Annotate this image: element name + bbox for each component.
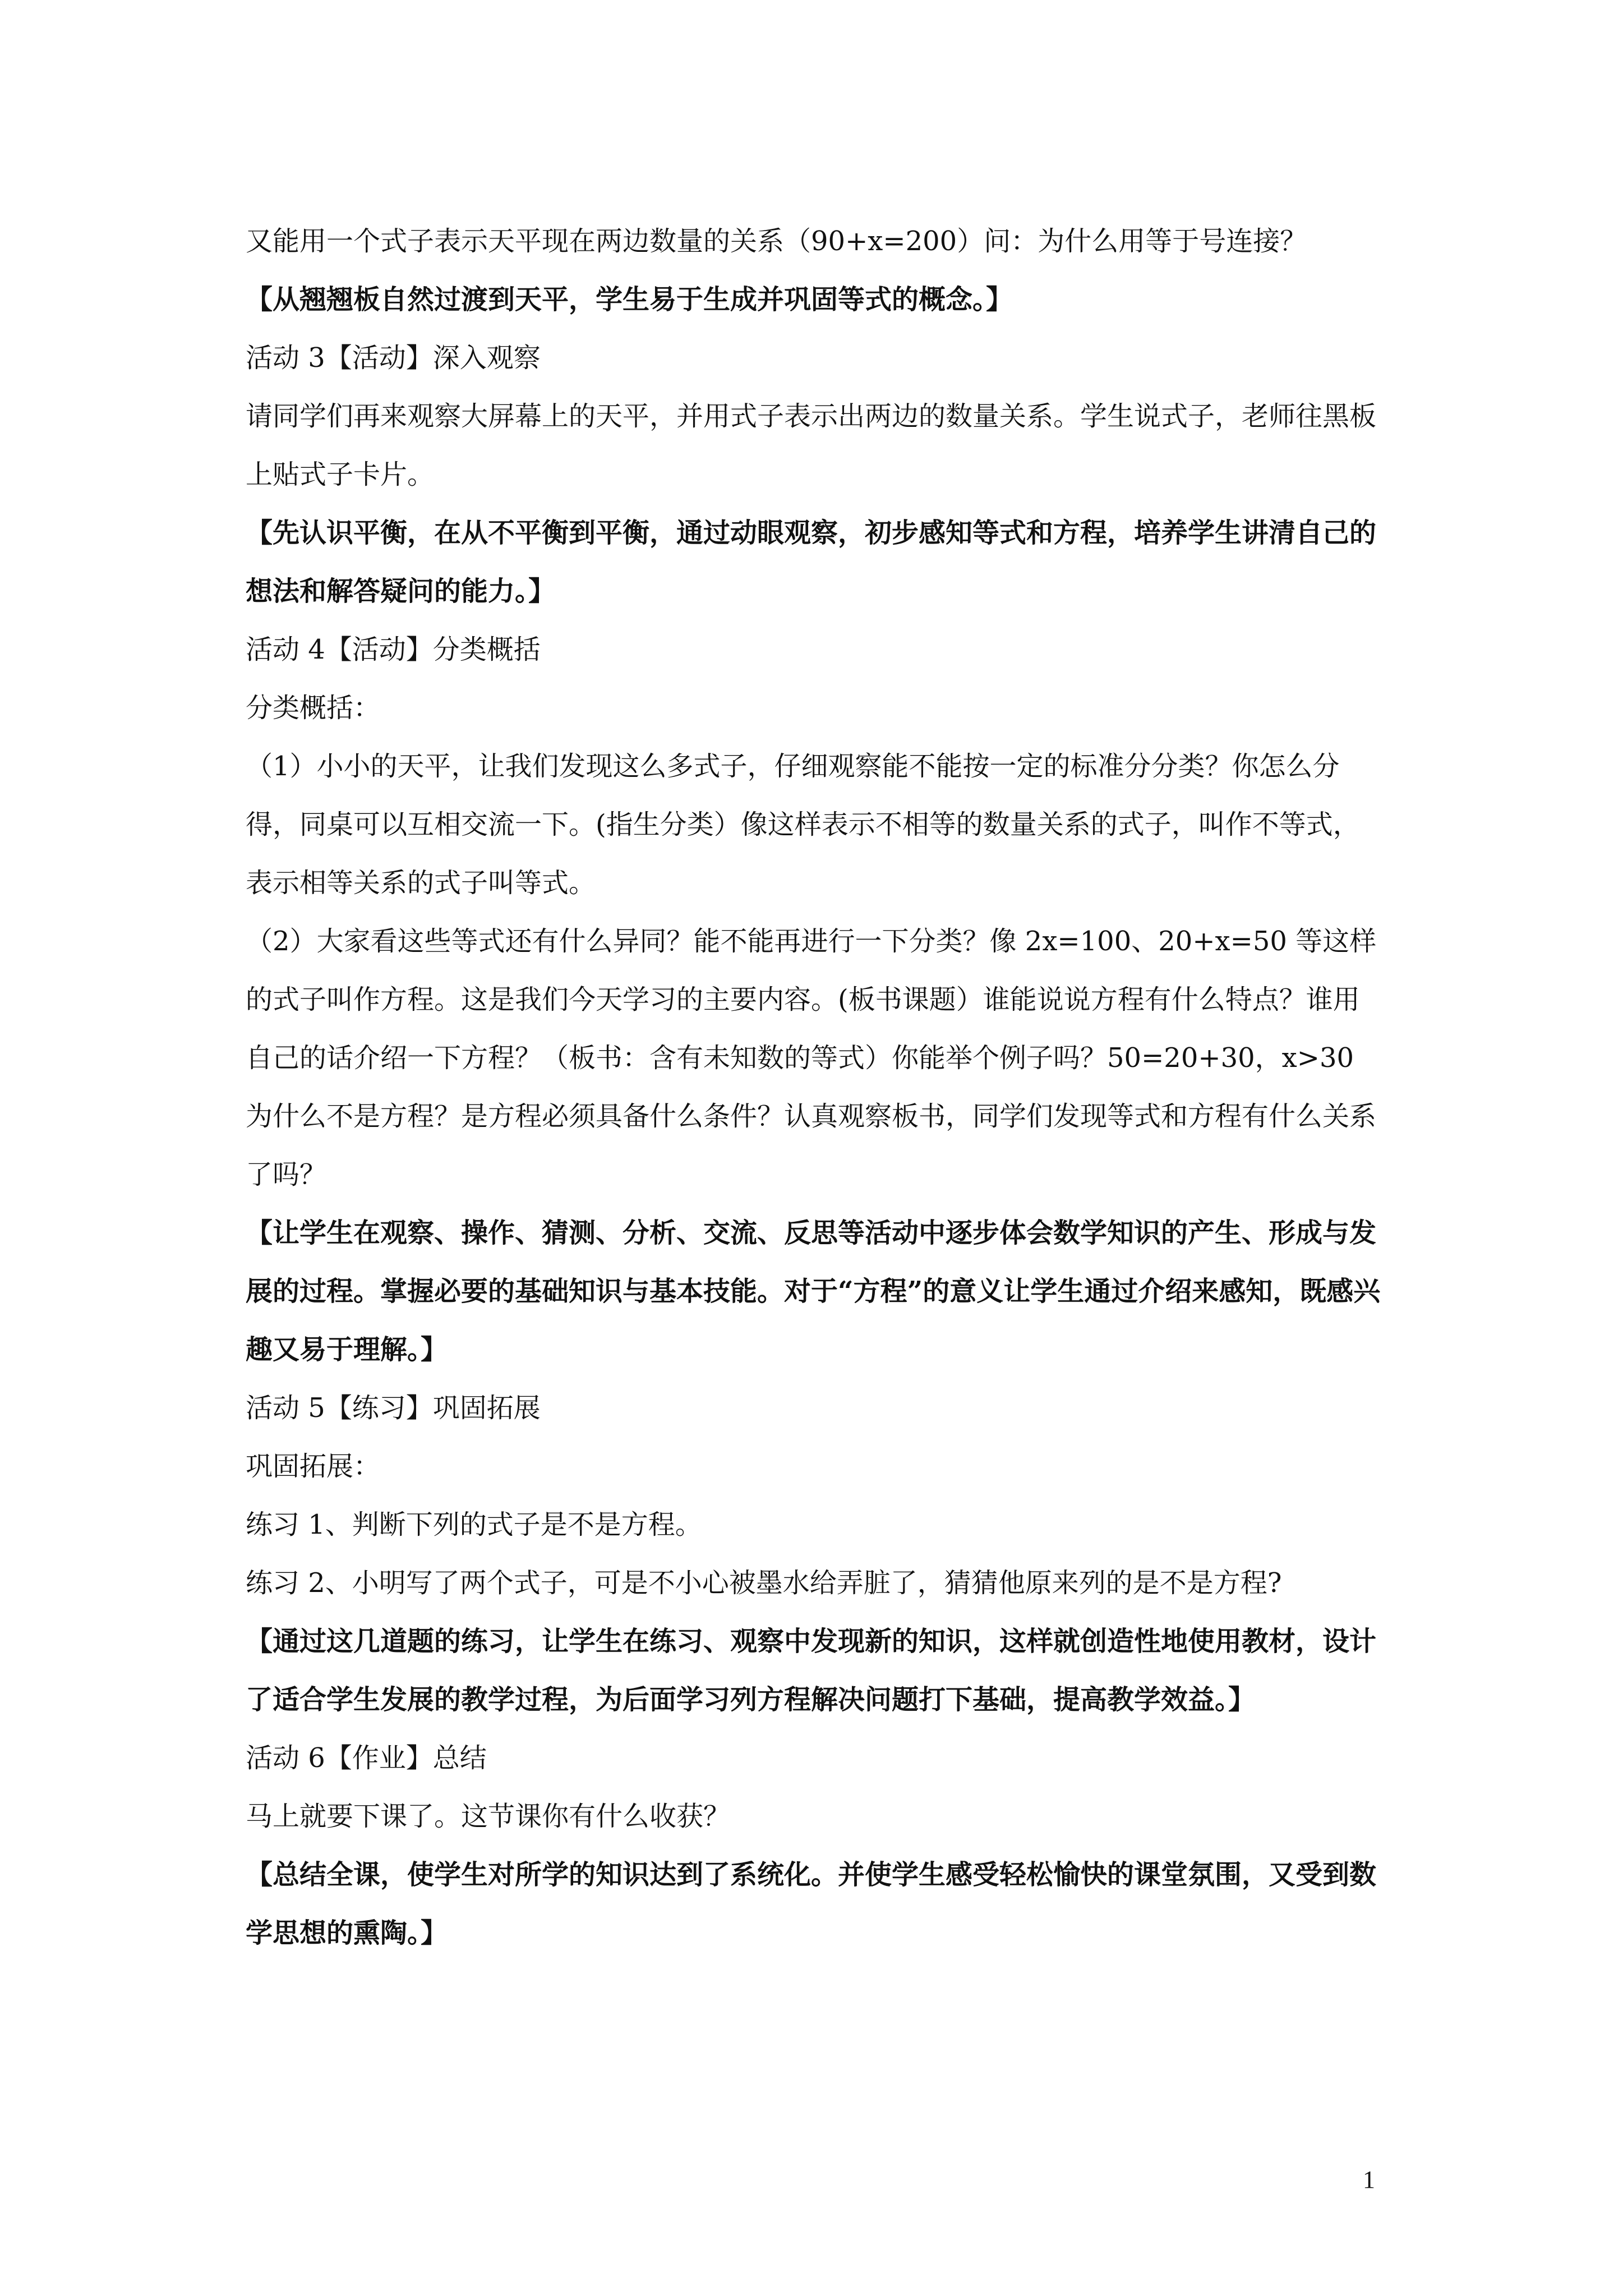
document-body: [246, 212, 1386, 1962]
paragraph-summary-question: 马上就要下课了。这节课你有什么收获？: [246, 1801, 731, 1832]
teaching-note-summary: 【总结全课，使学生对所学的知识达到了系统化。并使学生感受轻松愉快的课堂氛围，又受到数学思想的熏陶。】: [246, 1859, 1377, 1949]
activity-6-heading: 活动 6【作业】总结: [246, 1742, 487, 1774]
teaching-note-equation-meaning: 【让学生在观察、操作、猜测、分析、交流、反思等活动中逐步体会数学知识的产生、形成与发展的过程。掌握必要的基础知识与基本技能。对于“方程”的意义让学生通过介绍来感知，既感兴趣又易于理解。】: [246, 1217, 1381, 1365]
exercise-2: 练习 2、小明写了两个式子，可是不小心被墨水给弄脏了，猜猜他原来列的是不是方程?: [246, 1567, 1282, 1599]
paragraph-classification-1: （1）小小的天平，让我们发现这么多式子，仔细观察能不能按一定的标准分分类？你怎么分得，同桌可以互相交流一下。(指生分类）像这样表示不相等的数量关系的式子，叫作不等式，表示相等关系的式子叫等式。: [246, 751, 1360, 899]
activity-5-heading: 活动 5【练习】巩固拓展: [246, 1392, 541, 1424]
teaching-note-balance: 【先认识平衡，在从不平衡到平衡，通过动眼观察，初步感知等式和方程，培养学生讲清自己的想法和解答疑问的能力。】: [246, 517, 1377, 607]
paragraph-classification-2: （2）大家看这些等式还有什么异同？能不能再进行一下分类？像 2x=100、20+x=50 等这样的式子叫作方程。这是我们今天学习的主要内容。(板书课题）谁能说说方程有什么特点？谁用自己的话介绍一下方程？（板书：含有未知数的等式）你能举个例子吗？50=20+30，x>30 为什么不是方程？是方程必须具备什么条件？认真观察板书，同学们发现等式和方程有什么关系了吗？: [246, 926, 1377, 1190]
teaching-note-exercises: 【通过这几道题的练习，让学生在练习、观察中发现新的知识，这样就创造性地使用教材，设计了适合学生发展的教学过程，为后面学习列方程解决问题打下基础，提高教学效益。】: [246, 1626, 1377, 1715]
paragraph-consolidation-label: 巩固拓展：: [246, 1451, 381, 1482]
page-number: 1: [1363, 2166, 1375, 2193]
paragraph-observe-balance: 请同学们再来观察大屏幕上的天平，并用式子表示出两边的数量关系。学生说式子，老师往黑板上贴式子卡片。: [246, 401, 1377, 490]
teaching-note-equality-concept: 【从翘翘板自然过渡到天平，学生易于生成并巩固等式的概念。】: [246, 284, 1013, 315]
activity-3-heading: 活动 3【活动】深入观察: [246, 342, 541, 374]
paragraph-balance-relation: 又能用一个式子表示天平现在两边数量的关系（90+x=200）问：为什么用等于号连接？: [246, 226, 1307, 257]
exercise-1: 练习 1、判断下列的式子是不是方程。: [246, 1509, 702, 1540]
activity-4-heading: 活动 4【活动】分类概括: [246, 634, 541, 665]
paragraph-classification-label: 分类概括：: [246, 692, 381, 724]
